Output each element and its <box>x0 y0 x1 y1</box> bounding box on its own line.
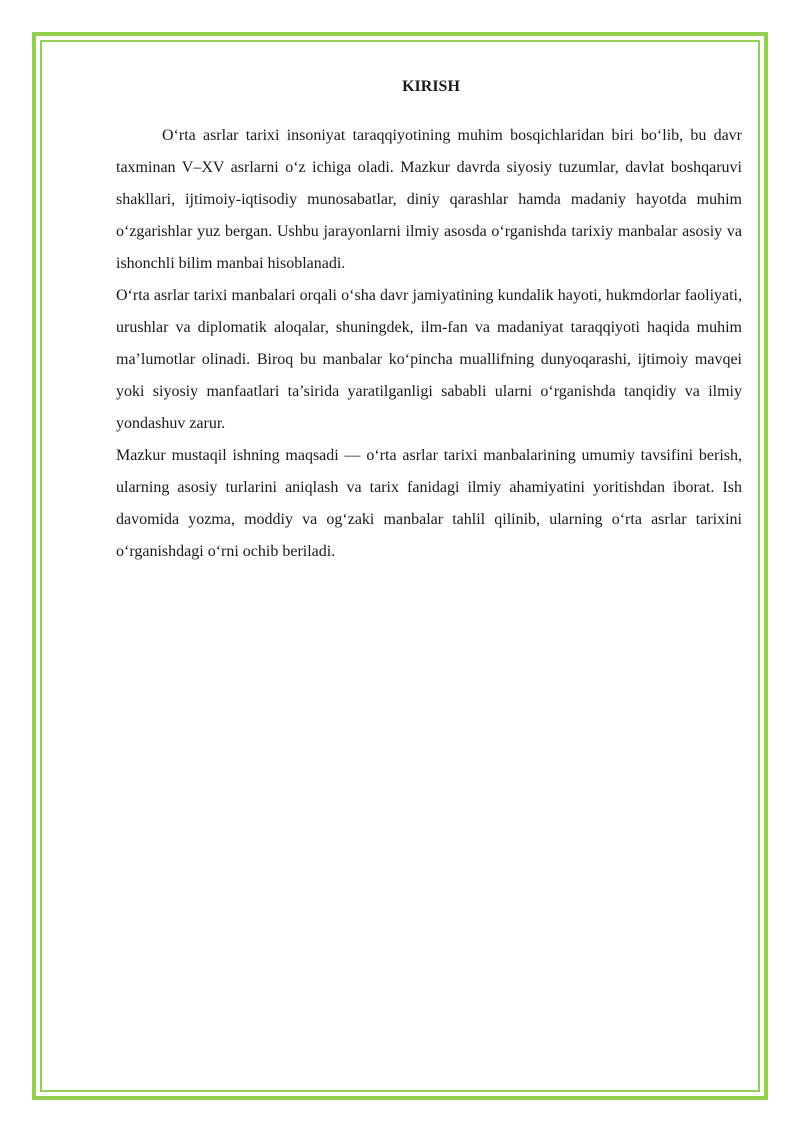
paragraph-3: Mazkur mustaqil ishning maqsadi — o‘rta asrlar tarixi manbalarining umumiy tavsifini berish, ularning asosiy turlarini aniqlash va tarix fanidagi ilmiy ahamiyatini yoritishdan iborat. Ish davomida yozma, moddiy va og‘zaki manbalar tahlil qilinib, ularning o‘rta asrlar tarixini o‘rganishdagi o‘rni ochib beriladi. <box>116 447 742 560</box>
paragraph-1: O‘rta asrlar tarixi insoniyat taraqqiyotining muhim bosqichlaridan biri bo‘lib, bu davr taxminan V–XV asrlarni o‘z ichiga oladi. Mazkur davrda siyosiy tuzumlar, davlat boshqaruvi shakllari, ijtimoiy-iqtisodiy munosabatlar, diniy qarashlar hamda madaniy hayotda muhim o‘zgarishlar yuz bergan. Ushbu jarayonlarni ilmiy asosda o‘rganishda tarixiy manbalar asosiy va ishonchli bilim manbai hisoblanadi. <box>116 127 742 272</box>
document-body <box>116 74 742 568</box>
document-title: KIRISH <box>402 78 460 95</box>
paragraph-2: O‘rta asrlar tarixi manbalari orqali o‘sha davr jamiyatining kundalik hayoti, hukmdorlar faoliyati, urushlar va diplomatik aloqalar, shuningdek, ilm-fan va madaniyat taraqqiyoti haqida muhim ma’lumotlar olinadi. Biroq bu manbalar ko‘pincha muallifning dunyoqarashi, ijtimoiy mavqei yoki siyosiy manfaatlari ta’sirida yaratilganligi sababli ularni o‘rganishda tanqidiy va ilmiy yondashuv zarur. <box>116 287 742 432</box>
